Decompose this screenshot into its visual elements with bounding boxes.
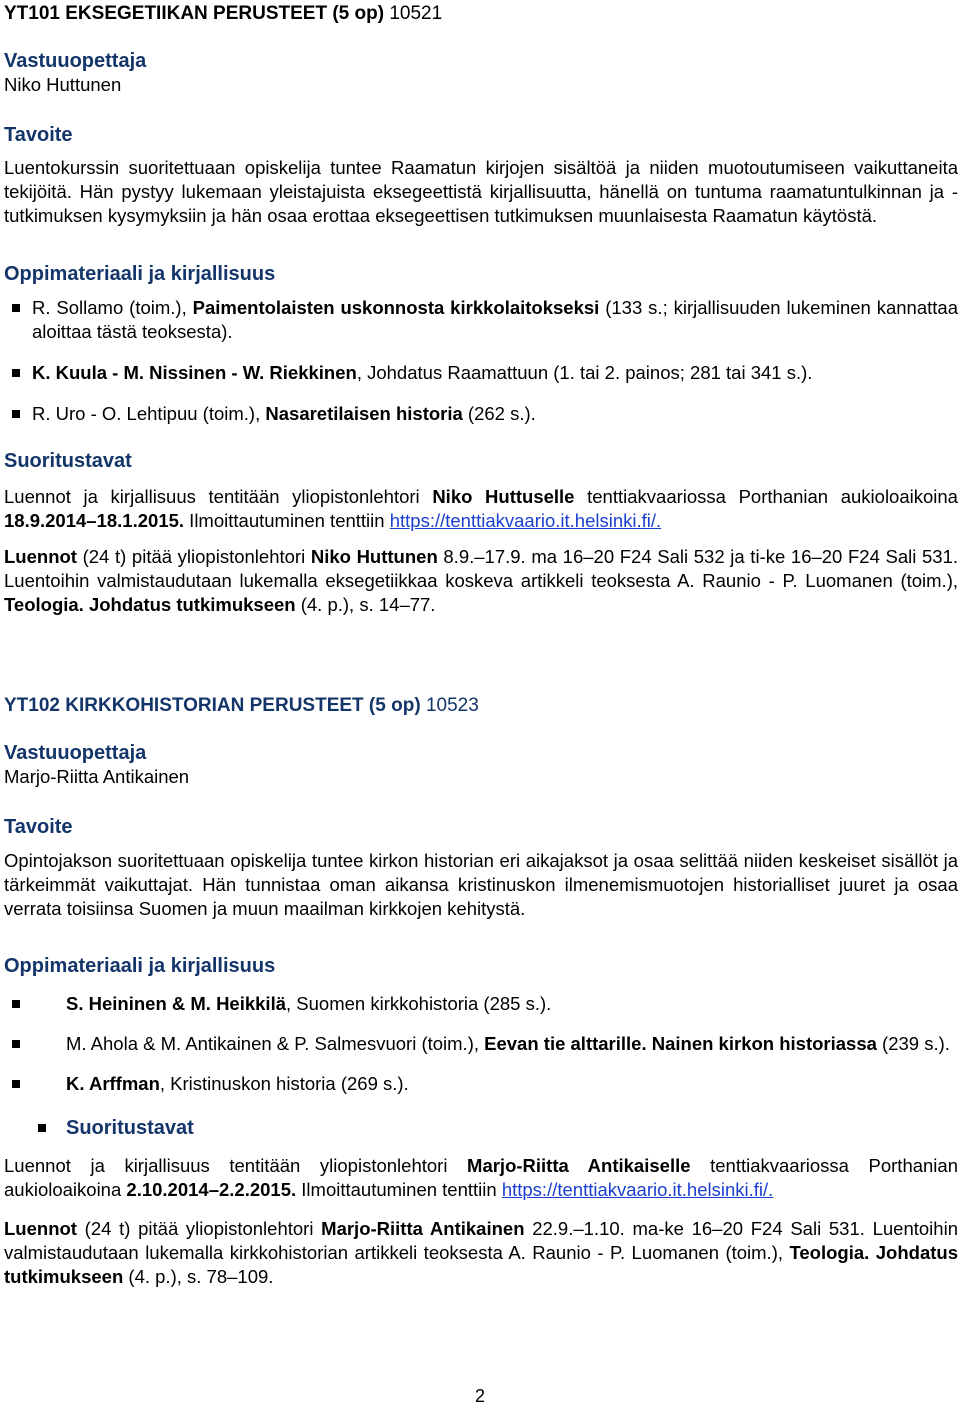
course-code: 10521 (389, 3, 443, 24)
document-page (4, 0, 958, 1289)
course-yt101 (4, 2, 958, 617)
exam-registration-link[interactable]: https://tenttiakvaario.it.helsinki.fi/. (389, 510, 662, 531)
goal-text: Luentokurssin suoritettuaan opiskelija tuntee Raamatun kirjojen sisältöä ja niiden muotoutumiseen vaikuttaneita tekijöitä. Hän pystyy lukemaan yleistajuista eksegeettistä kirjallisuutta, hänellä on tuntuma raamatuntulkinnan ja -tutkimuksen kysymyksiin ja hän osaa erottaa eksegeettisen tutkimuksen muunlaisesta Raamatun käytöstä. (4, 157, 958, 226)
goal-text: Opintojakson suoritettuaan opiskelija tuntee kirkon historian eri aikajaksot ja osaa selittää niiden keskeiset sisällöt ja tärkeimmät vaikuttajat. Hän tunnistaa oman aikansa kristinuskon ilmenemismuotojen historialliset juuret ja osaa verrata toisiinsa Suomen ja muun maailman kirkkojen kehitystä. (4, 850, 958, 919)
teacher-name: Marjo-Riitta Antikainen (4, 766, 190, 787)
literature-heading: Oppimateriaali ja kirjallisuus (4, 955, 276, 977)
goal-heading: Tavoite (4, 816, 73, 838)
methods-heading: Suoritustavat (4, 1116, 958, 1140)
course-title (4, 2, 958, 26)
course-title-text: YT102 KIRKKOHISTORIAN PERUSTEET (5 op) (4, 695, 421, 716)
course-title-text: YT101 EKSEGETIIKAN PERUSTEET (5 op) (4, 3, 385, 24)
exam-text: Luennot ja kirjallisuus tentitään yliopistonlehtori Marjo-Riitta Antikaiselle tenttiakvaariossa Porthanian aukioloaikoina 2.10.2014–2.2.2015. Ilmoittautuminen tenttiin https://tenttiakvaario.it.helsinki.fi/. (4, 1155, 958, 1200)
methods-heading: Suoritustavat (4, 450, 132, 472)
teacher-name: Niko Huttunen (4, 74, 122, 95)
course-title (4, 694, 958, 718)
literature-item: R. Sollamo (toim.), Paimentolaisten uskonnosta kirkkolaitokseksi (133 s.; kirjallisuuden lukeminen kannattaa aloittaa tästä teoksesta). (4, 296, 958, 344)
literature-item: R. Uro - O. Lehtipuu (toim.), Nasaretilaisen historia (262 s.). (4, 402, 958, 426)
lectures-text: Luennot (24 t) pitää yliopistonlehtori Marjo-Riitta Antikainen 22.9.–1.10. ma-ke 16–20 F24 Sali 531. Luentoihin valmistaudutaan lukemalla kirkkohistorian artikkeli teoksesta A. Raunio - P. Luomanen (toim.), Teologia. Johdatus tutkimukseen (4. p.), s. 78–109. (4, 1218, 958, 1287)
goal-heading: Tavoite (4, 124, 73, 146)
literature-item: K. Kuula - M. Nissinen - W. Riekkinen, Johdatus Raamattuun (1. tai 2. painos; 281 tai 341 s.). (4, 361, 958, 385)
literature-item: M. Ahola & M. Antikainen & P. Salmesvuori (toim.), Eevan tie alttarille. Nainen kirkon historiassa (239 s.). (4, 1032, 958, 1056)
literature-heading: Oppimateriaali ja kirjallisuus (4, 263, 276, 285)
teacher-heading: Vastuuopettaja (4, 742, 147, 764)
exam-text: Luennot ja kirjallisuus tentitään yliopistonlehtori Niko Huttuselle tenttiakvaariossa Porthanian aukioloaikoina 18.9.2014–18.1.2015. Ilmoittautuminen tenttiin https://tenttiakvaario.it.helsinki.fi/. (4, 486, 958, 531)
literature-list (4, 992, 958, 1096)
literature-item: K. Arffman, Kristinuskon historia (269 s.). (4, 1072, 958, 1096)
page-number: 2 (474, 1386, 485, 1406)
literature-item: S. Heininen & M. Heikkilä, Suomen kirkkohistoria (285 s.). (4, 992, 958, 1016)
course-yt102 (4, 694, 958, 1289)
literature-list (4, 296, 958, 426)
exam-registration-link[interactable]: https://tenttiakvaario.it.helsinki.fi/. (501, 1179, 774, 1200)
teacher-heading: Vastuuopettaja (4, 50, 147, 72)
course-code: 10523 (425, 695, 479, 716)
lectures-text: Luennot (24 t) pitää yliopistonlehtori Niko Huttunen 8.9.–17.9. ma 16–20 F24 Sali 532 ja ti-ke 16–20 F24 Sali 531. Luentoihin valmistaudutaan lukemalla eksegetiikkaa koskeva artikkeli teoksesta A. Raunio - P. Luomanen (toim.), Teologia. Johdatus tutkimukseen (4. p.), s. 14–77. (4, 546, 959, 615)
